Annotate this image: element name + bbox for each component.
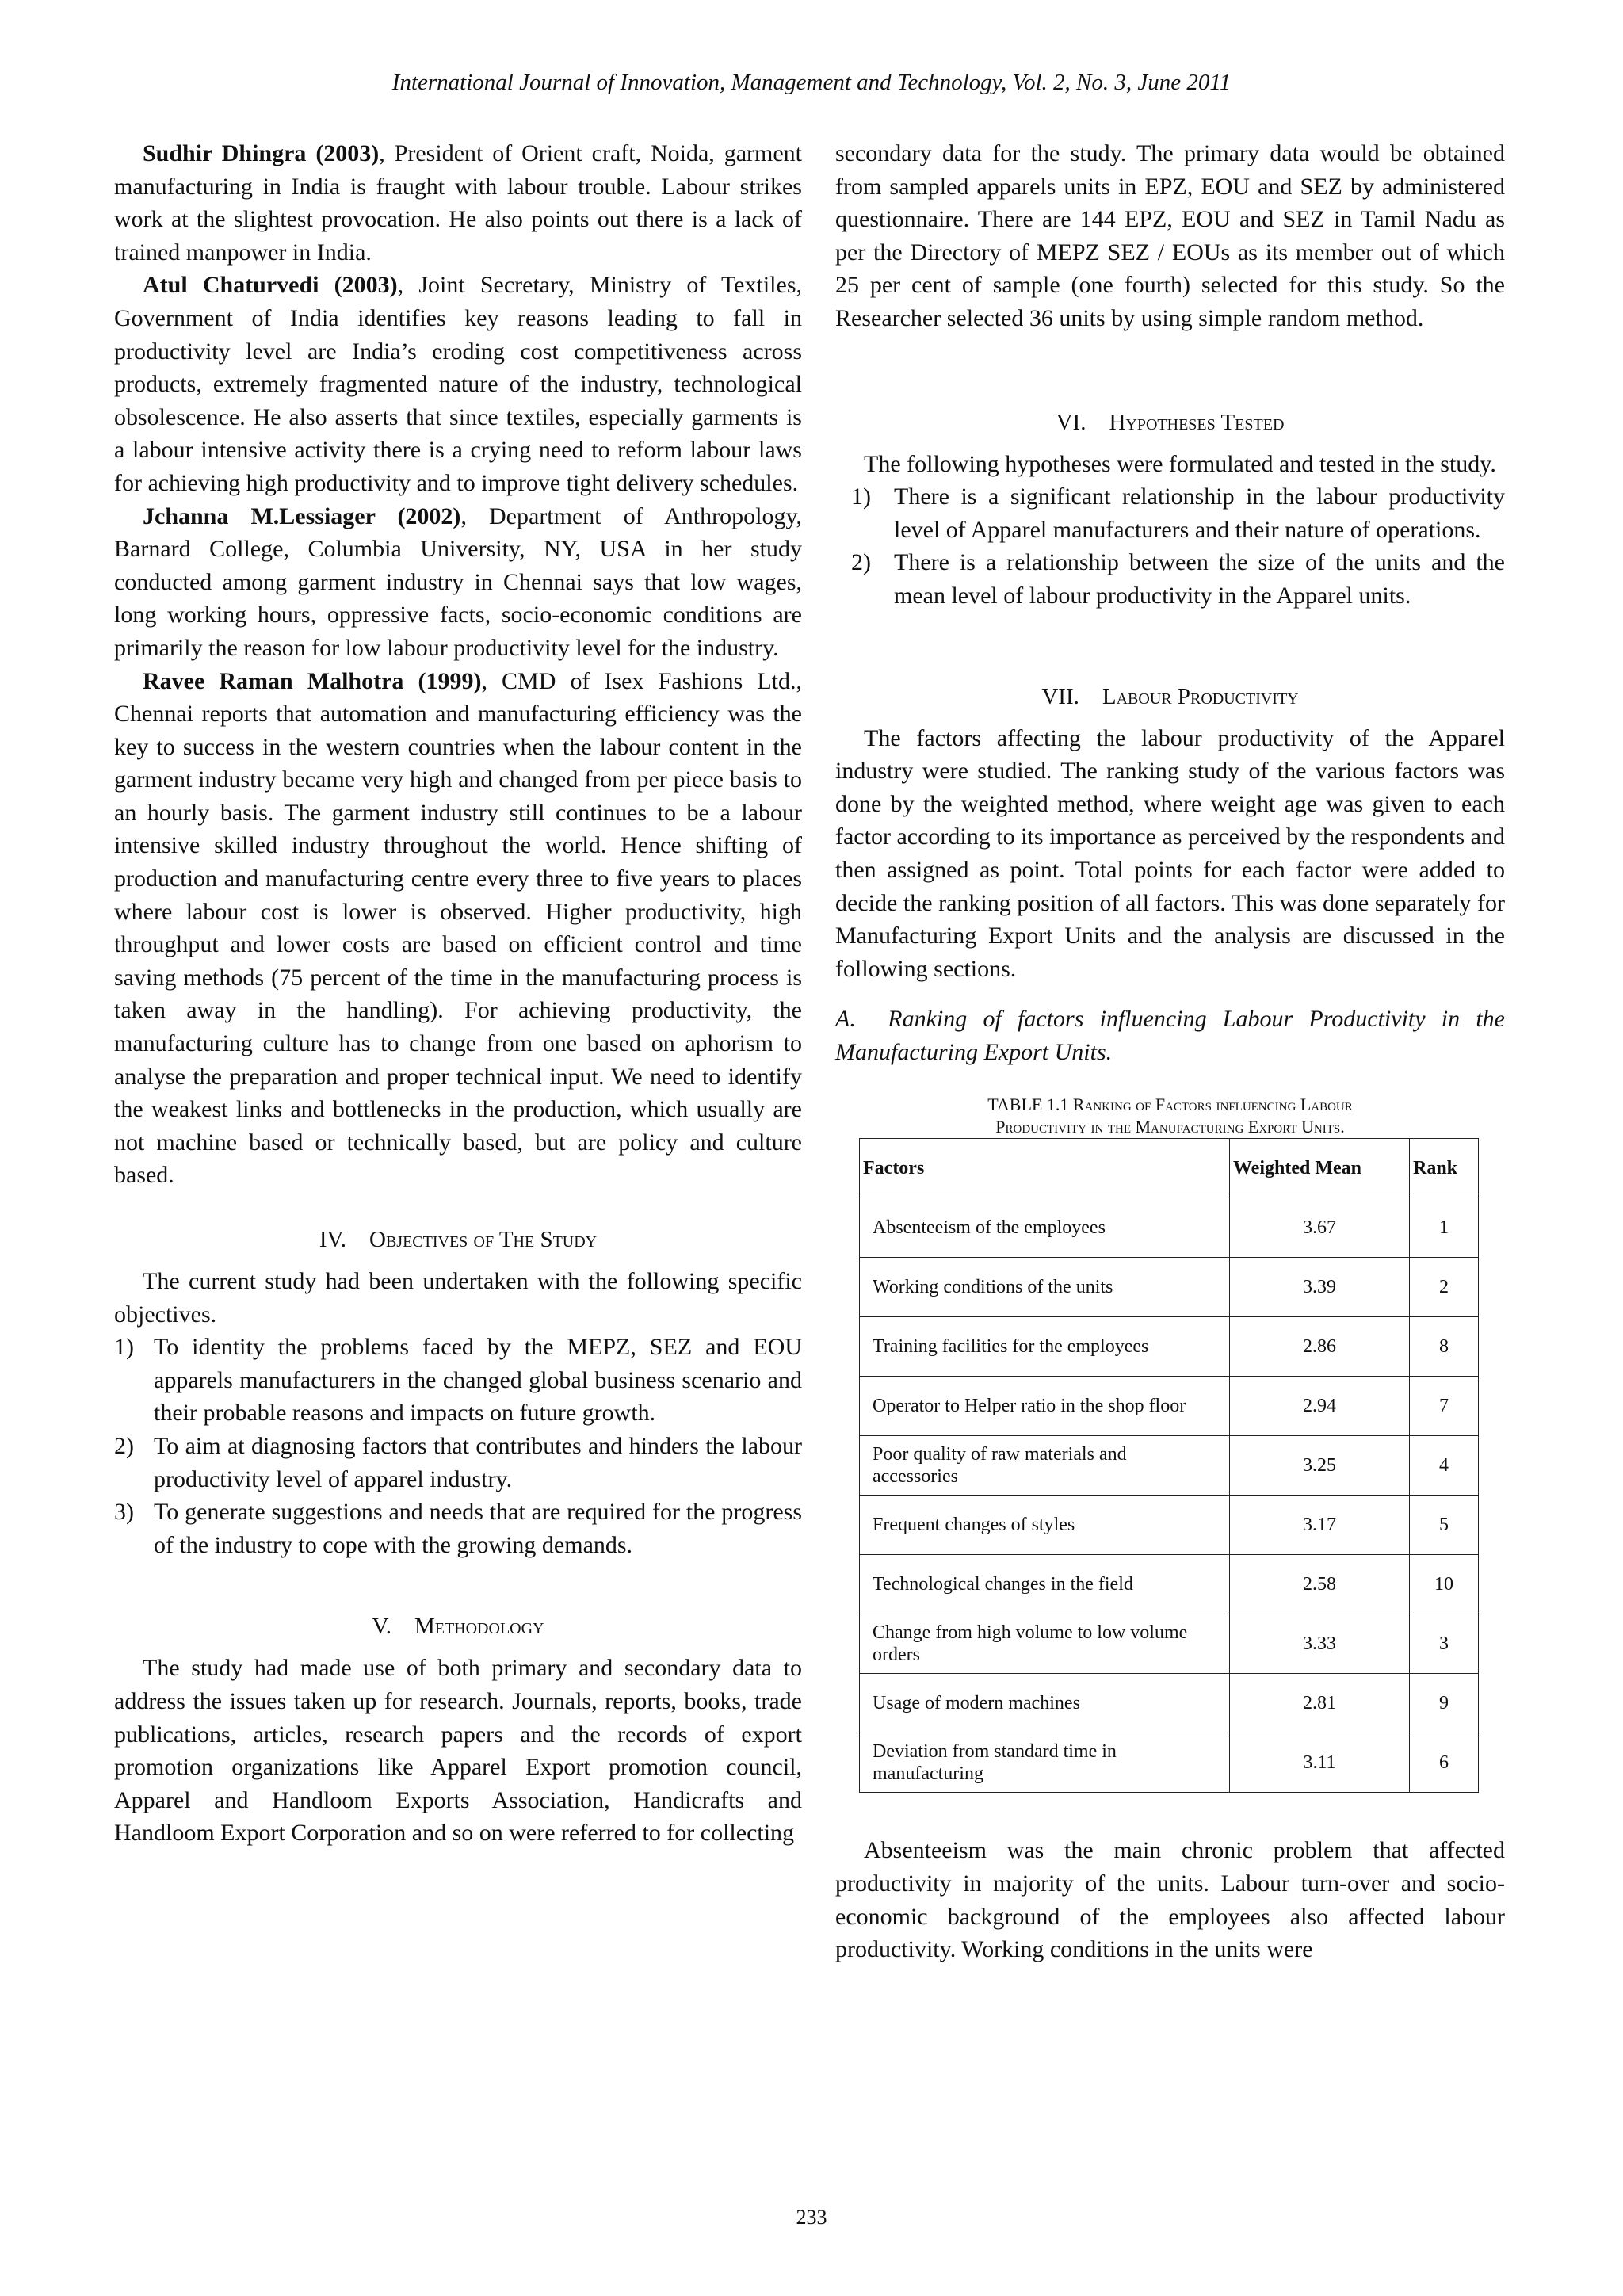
cell-rank: 1 bbox=[1410, 1198, 1479, 1258]
cell-rank: 8 bbox=[1410, 1317, 1479, 1377]
author-name: Sudhir Dhingra (2003) bbox=[143, 140, 380, 166]
cell-weighted-mean: 2.86 bbox=[1230, 1317, 1410, 1377]
cell-factor: Training facilities for the employees bbox=[860, 1317, 1230, 1377]
left-column bbox=[114, 137, 802, 1850]
header-factors: Factors bbox=[860, 1139, 1230, 1198]
header-rank: Rank bbox=[1410, 1139, 1479, 1198]
list-item bbox=[835, 480, 1505, 546]
list-text: To identity the problems faced by the MEPZ, SEZ and EOU apparels manufacturers in the changed global business scenario and their probable reasons and impacts on future growth. bbox=[154, 1334, 802, 1427]
right-column bbox=[835, 137, 1505, 1966]
section-heading-labour-productivity: VII. Labour Productivity bbox=[1041, 683, 1299, 709]
cell-rank: 5 bbox=[1410, 1496, 1479, 1555]
list-text: To aim at diagnosing factors that contributes and hinders the labour productivity level of apparel industry. bbox=[154, 1432, 802, 1492]
cell-weighted-mean: 3.33 bbox=[1230, 1614, 1410, 1674]
table-row bbox=[860, 1614, 1479, 1674]
cell-factor: Frequent changes of styles bbox=[860, 1496, 1230, 1555]
list-item bbox=[114, 1496, 802, 1561]
review-paragraph-chaturvedi: Atul Chaturvedi (2003), Joint Secretary, Ministry of Textiles, Government of India identifies key reasons leading to fall in productivity level are India’s eroding cost competitiveness across products, extremely fragmented nature of the industry, technological obsolescence. He also asserts that since textiles, especially garments is a labour intensive activity there is a crying need to reform labour laws for achieving high productivity and to improve tight delivery schedules. bbox=[114, 272, 802, 496]
cell-rank: 10 bbox=[1410, 1555, 1479, 1614]
cell-weighted-mean: 2.58 bbox=[1230, 1555, 1410, 1614]
factors-ranking-table bbox=[859, 1138, 1479, 1793]
table-caption: TABLE 1.1 Ranking of Factors influencing Labour Productivity in the Manufacturing Export Units. bbox=[987, 1095, 1353, 1137]
cell-factor: Operator to Helper ratio in the shop floor bbox=[860, 1377, 1230, 1436]
cell-factor: Poor quality of raw materials and accessories bbox=[860, 1436, 1230, 1496]
cell-factor: Absenteeism of the employees bbox=[860, 1198, 1230, 1258]
review-paragraph-dhingra: Sudhir Dhingra (2003), President of Orient craft, Noida, garment manufacturing in India is fraught with labour trouble. Labour strikes work at the slightest provocation. He also points out there is a lack of trained manpower in India. bbox=[114, 140, 802, 266]
section-heading-methodology: V. Methodology bbox=[372, 1614, 544, 1640]
labour-productivity-paragraph: The factors affecting the labour productivity of the Apparel industry were studied. The ranking study of the various factors was done by the weighted method, where weight age was given to each factor according to its importance as perceived by the respondents and then assigned as point. Total points for each factor were added to decide the ranking position of all factors. This was done separately for Manufacturing Export Units and the analysis are discussed in the following sections. bbox=[835, 724, 1505, 982]
author-name: Jchanna M.Lessiager (2002) bbox=[143, 502, 461, 529]
list-text: To generate suggestions and needs that are required for the progress of the industry to cope with the growing demands. bbox=[154, 1499, 802, 1558]
table-row bbox=[860, 1674, 1479, 1733]
methodology-continued: secondary data for the study. The primary data would be obtained from sampled apparels units in EPZ, EOU and SEZ by administered questionnaire. There are 144 EPZ, EOU and SEZ in Tamil Nadu as per the Directory of MEPZ SEZ / EOUs as its member out of which 25 per cent of sample (one fourth) selected for this study. So the Researcher selected 36 units by using simple random method. bbox=[835, 140, 1505, 331]
list-text: There is a relationship between the size of the units and the mean level of labour productivity in the Apparel units. bbox=[894, 549, 1505, 609]
table-row bbox=[860, 1436, 1479, 1496]
table-row bbox=[860, 1733, 1479, 1793]
list-number: 1) bbox=[114, 1334, 134, 1361]
list-item bbox=[835, 546, 1505, 612]
author-name: Atul Chaturvedi (2003) bbox=[143, 272, 398, 299]
section-heading-objectives: IV. Objectives of The Study bbox=[319, 1227, 598, 1252]
table-row bbox=[860, 1198, 1479, 1258]
cell-weighted-mean: 3.25 bbox=[1230, 1436, 1410, 1496]
list-number: 2) bbox=[114, 1432, 134, 1459]
table-row bbox=[860, 1258, 1479, 1317]
section-heading-hypotheses: VI. Hypotheses Tested bbox=[1056, 409, 1285, 435]
cell-rank: 6 bbox=[1410, 1733, 1479, 1793]
cell-factor: Working conditions of the units bbox=[860, 1258, 1230, 1317]
table-row bbox=[860, 1496, 1479, 1555]
list-number: 3) bbox=[114, 1499, 134, 1526]
cell-factor: Usage of modern machines bbox=[860, 1674, 1230, 1733]
review-paragraph-lessiager: Jchanna M.Lessiager (2002), Department of Anthropology, Barnard College, Columbia University, NY, USA in her study conducted among garment industry in Chennai says that low wages, long working hours, oppressive facts, socio-economic conditions are primarily the reason for low labour productivity level for the industry. bbox=[114, 502, 802, 661]
cell-factor: Technological changes in the field bbox=[860, 1555, 1230, 1614]
list-item bbox=[114, 1331, 802, 1430]
review-paragraph-malhotra: Ravee Raman Malhotra (1999), CMD of Isex Fashions Ltd., Chennai reports that automation and manufacturing efficiency was the key to success in the western countries when the labour content in the garment industry became very high and changed from per piece basis to an hourly basis. The garment industry still continues to be a labour intensive skilled industry throughout the world. Hence shifting of production and manufacturing centre every three to five years to places where labour cost is lower is observed. Higher productivity, high throughput and lower costs are based on efficient control and time saving methods (75 percent of the time in the manufacturing process is taken away in the handling). For achieving productivity, the manufacturing culture has to change from one based on aphorism to analyse the preparation and proper technical input. We need to identify the weakest links and bottlenecks in the production, which usually are not machine based or technically based, but are policy and culture based. bbox=[114, 667, 802, 1189]
list-number: 2) bbox=[851, 549, 871, 576]
cell-rank: 7 bbox=[1410, 1377, 1479, 1436]
page-number: 233 bbox=[796, 2206, 827, 2229]
objectives-intro: The current study had been undertaken with the following specific objectives. bbox=[114, 1268, 802, 1328]
cell-factor: Deviation from standard time in manufacturing bbox=[860, 1733, 1230, 1793]
subsection-heading: A. Ranking of factors influencing Labour Productivity in the Manufacturing Export Units. bbox=[835, 1006, 1505, 1065]
cell-rank: 4 bbox=[1410, 1436, 1479, 1496]
objectives-list bbox=[114, 1331, 802, 1561]
closing-paragraph: Absenteeism was the main chronic problem that affected productivity in majority of the units. Labour turn-over and socio-economic background of the employees also affected labour productivity. Working conditions in the units were bbox=[835, 1837, 1505, 1963]
hypotheses-list bbox=[835, 480, 1505, 612]
cell-rank: 2 bbox=[1410, 1258, 1479, 1317]
cell-weighted-mean: 3.67 bbox=[1230, 1198, 1410, 1258]
cell-weighted-mean: 2.81 bbox=[1230, 1674, 1410, 1733]
journal-header: International Journal of Innovation, Management and Technology, Vol. 2, No. 3, June 2011 bbox=[391, 70, 1232, 95]
list-item bbox=[114, 1430, 802, 1496]
table-row bbox=[860, 1317, 1479, 1377]
cell-weighted-mean: 3.39 bbox=[1230, 1258, 1410, 1317]
hypotheses-intro: The following hypotheses were formulated and tested in the study. bbox=[864, 450, 1496, 477]
cell-rank: 9 bbox=[1410, 1674, 1479, 1733]
cell-factor: Change from high volume to low volume orders bbox=[860, 1614, 1230, 1674]
cell-weighted-mean: 2.94 bbox=[1230, 1377, 1410, 1436]
header-weighted-mean: Weighted Mean bbox=[1230, 1139, 1410, 1198]
cell-weighted-mean: 3.11 bbox=[1230, 1733, 1410, 1793]
table-row bbox=[860, 1555, 1479, 1614]
table-header-row bbox=[860, 1139, 1479, 1198]
list-text: There is a significant relationship in the labour productivity level of Apparel manufacturers and their nature of operations. bbox=[894, 483, 1505, 543]
list-number: 1) bbox=[851, 483, 871, 510]
cell-rank: 3 bbox=[1410, 1614, 1479, 1674]
cell-weighted-mean: 3.17 bbox=[1230, 1496, 1410, 1555]
methodology-paragraph: The study had made use of both primary and secondary data to address the issues taken up for research. Journals, reports, books, trade publications, articles, research papers and the records of export promotion organizations like Apparel Export promotion council, Apparel and Handloom Exports Association, Handicrafts and Handloom Export Corporation and so on were referred to for collecting bbox=[114, 1655, 802, 1847]
author-name: Ravee Raman Malhotra (1999) bbox=[143, 667, 482, 694]
table-row bbox=[860, 1377, 1479, 1436]
